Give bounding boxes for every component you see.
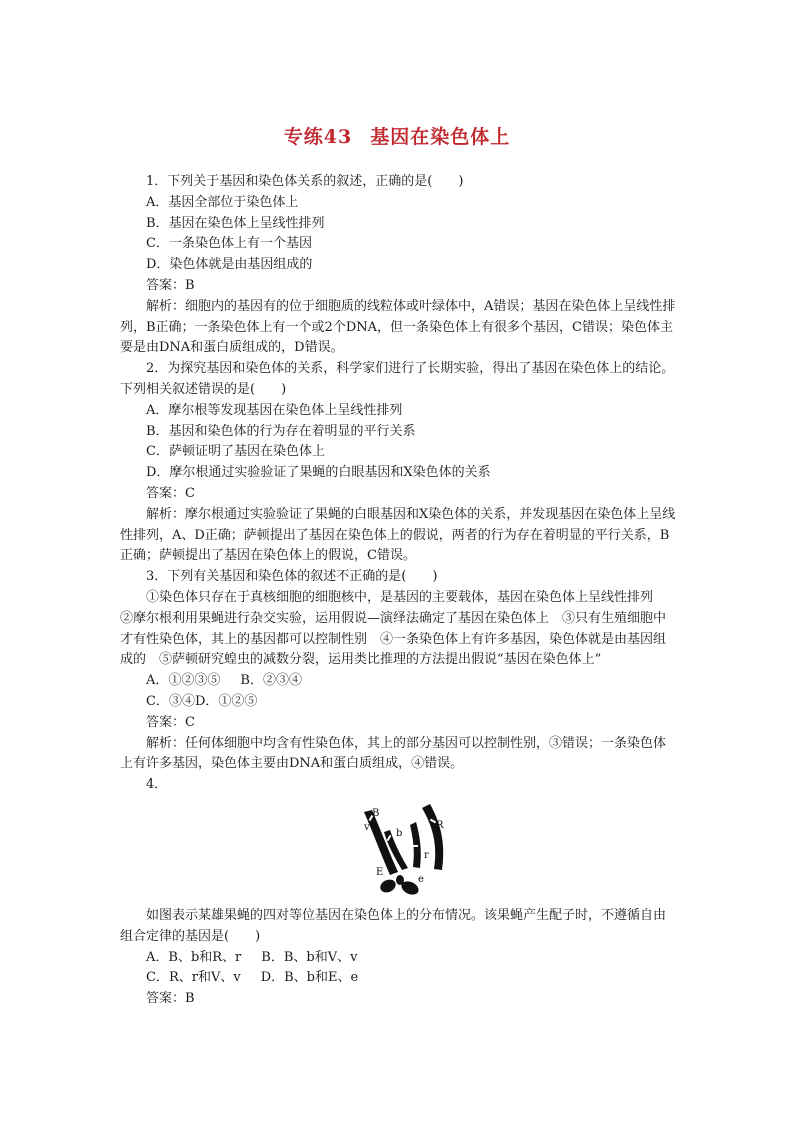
- q3-stem: 3．下列有关基因和染色体的叙述不正确的是( ): [146, 569, 438, 585]
- chromosome-dot: [396, 875, 404, 885]
- q4-option-b: B．B、b和V、v: [261, 949, 358, 965]
- chromosome-x-left: [378, 877, 398, 895]
- gene-label-b: b: [396, 827, 403, 839]
- q3-options-row1: [120, 671, 676, 692]
- q2-option-b: B．基因和染色体的行为存在着明显的平行关系: [146, 423, 416, 439]
- page-title: [0, 122, 794, 149]
- q3-analysis: 解析：任何体细胞中均含有性染色体，其上的部分基因可以控制性别，③错误；一条染色体上有许多基因，染色体主要由DNA和蛋白质组成，④错误。: [120, 735, 667, 772]
- q4-stem: 如图表示某雄果蝇的四对等位基因在染色体上的分布情况。该果蝇产生配子时，不遵循自由组合定律的基因是( ): [120, 907, 667, 944]
- q1-stem: 1．下列关于基因和染色体关系的叙述，正确的是( ): [146, 174, 464, 189]
- q1-option-b: B．基因在染色体上呈线性排列: [146, 215, 325, 231]
- title-main: 基因在染色体上: [370, 126, 511, 148]
- gene-label-E: E: [376, 866, 384, 878]
- q2-option-d: D．摩尔根通过实验验证了果蝇的白眼基因和X染色体的关系: [146, 465, 491, 481]
- title-prefix: 专练43: [283, 126, 353, 148]
- q4-option-c: C．R、r和V、v: [146, 970, 241, 986]
- gene-label-r: r: [424, 849, 429, 861]
- gene-label-V: V: [380, 849, 388, 861]
- q2-option-a: A．摩尔根等发现基因在染色体上呈线性排列: [146, 402, 403, 418]
- q3-option-a: A．①②③⑤: [146, 673, 221, 689]
- q3-answer: 答案：C: [146, 714, 195, 730]
- gene-label-v: v: [364, 821, 370, 833]
- q4-options-row2: [120, 968, 676, 989]
- q4-option-d: D．B、b和E、e: [260, 970, 359, 986]
- q2-analysis: 解析：摩尔根通过实验验证了果蝇的白眼基因和X染色体的关系，并发现基因在染色体上呈线性排列，A、D正确；萨顿提出了基因在染色体上的假说，两者的行为存在着明显的平行关系，B正确；萨顿提出了基因在染色体上的假说，C错误。: [120, 506, 676, 564]
- q1-option-a: A．基因全部位于染色体上: [146, 194, 299, 210]
- q3-option-b: B．②③④: [240, 673, 302, 689]
- q1-option-c: C．一条染色体上有一个基因: [146, 236, 312, 252]
- q1-answer: 答案：B: [146, 277, 195, 293]
- q1-option-d: D．染色体就是由基因组成的: [146, 257, 313, 273]
- q3-options-row2: [120, 692, 676, 713]
- chromosome-diagram: [350, 800, 460, 900]
- q4-options-row1: [120, 948, 676, 969]
- q1-analysis: 解析：细胞内的基因有的位于细胞质的线粒体或叶绿体中，A错误；基因在染色体上呈线性排列，B正确；一条染色体上有一个或2个DNA，但一条染色体上有很多个基因，C错误；染色体主要是由DNA和蛋白质组成的，D错误。: [120, 298, 676, 356]
- q3-option-cd: C．③④D．①②⑤: [146, 693, 258, 709]
- q4-option-a: A．B、b和R、r: [146, 949, 242, 965]
- q4-answer: 答案：B: [146, 991, 195, 1007]
- gene-label-e: e: [418, 873, 424, 885]
- content-body: [120, 172, 676, 1010]
- q2-answer: 答案：C: [146, 485, 195, 501]
- q2-option-c: C．萨顿证明了基因在染色体上: [146, 444, 325, 460]
- chromosome-figure: [120, 800, 676, 900]
- q3-statements: ①染色体只存在于真核细胞的细胞核中，是基因的主要载体，基因在染色体上呈线性排列 ②摩尔根利用果蝇进行杂交实验，运用假说—演绎法确定了基因在染色体上 ③只有生殖细胞中才有性染色体，其上的基因都可以控制性别 ④一条染色体上有许多基因，染色体就是由基因组成的 ⑤萨顿研究蝗虫的减数分裂，运用类比推理的方法提出假说“基因在染色体上”: [120, 589, 667, 668]
- q4-number: 4．: [146, 777, 168, 793]
- q2-stem: 2．为探究基因和染色体的关系，科学家们进行了长期实验，得出了基因在染色体上的结论。下列相关叙述错误的是( ): [120, 361, 675, 397]
- gene-label-B: B: [372, 807, 380, 819]
- gene-label-R: R: [436, 819, 444, 831]
